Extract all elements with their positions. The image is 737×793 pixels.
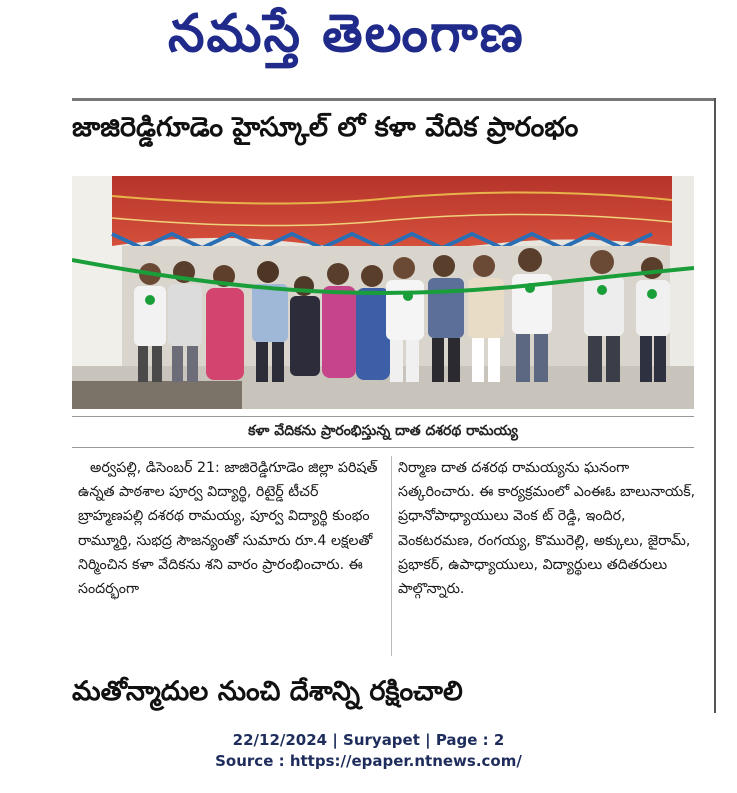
photo-caption [72, 416, 694, 448]
article-headline: జాజిరెడ్డిగూడెం హైస్కూల్ లో కళా వేదిక ప్రారంభం [72, 112, 579, 143]
body-paragraph-right: నిర్మాణ దాత దశరథ రామయ్యను ఘనంగా సత్కరించారు. ఈ కార్యక్రమంలో ఎంఈఓ బాలునాయక్, ప్రధానోపాధ్యాయులు వెంక ట్ రెడ్డి, ఇందిర, వెంకటరమణ, రంగయ్య, కొమురెల్లి, అక్కులు, జైరామ్, ప్రభాకర్, ఉపాధ్యాయులు, విద్యార్థులు తదితరులు పాల్గొన్నారు. [398, 460, 696, 598]
photo-caption-text: కళా వేదికను ప్రారంభిస్తున్న దాత దశరథ రామయ్య [248, 422, 518, 439]
next-article-headline: మతోన్మాదుల నుంచి దేశాన్ని రక్షించాలి [72, 676, 463, 707]
article-photo [72, 176, 694, 409]
body-paragraph-left: అర్వపల్లి, డిసెంబర్ 21: జాజిరెడ్డిగూడెం జిల్లా పరిషత్ ఉన్నత పాఠశాల పూర్వ విద్యార్థి, రిటైర్డ్ టీచర్ బ్రాహ్మణపల్లి దశరథ రామయ్య, పూర్వ విద్యార్థి కుంభం రామ్మూర్తి, సుభద్ర సౌజన్యంతో సుమారు రూ.4 లక్షలతో నిర్మించిన కళా వేదికను శని వారం ప్రారంభించారు. ఈ సందర్భంగా [78, 460, 378, 598]
article-body-right [398, 456, 698, 601]
footer-source-link[interactable]: Source : https://epaper.ntnews.com/ [215, 752, 522, 770]
column-divider [391, 456, 392, 656]
right-border [714, 98, 716, 713]
article-body-left [78, 456, 384, 601]
footer-date-edition: 22/12/2024 | Suryapet | Page : 2 [232, 731, 505, 749]
masthead-logo: నమస్తే తెలంగాణ [168, 4, 525, 64]
top-rule [72, 98, 716, 101]
newspaper-masthead [0, 0, 737, 78]
